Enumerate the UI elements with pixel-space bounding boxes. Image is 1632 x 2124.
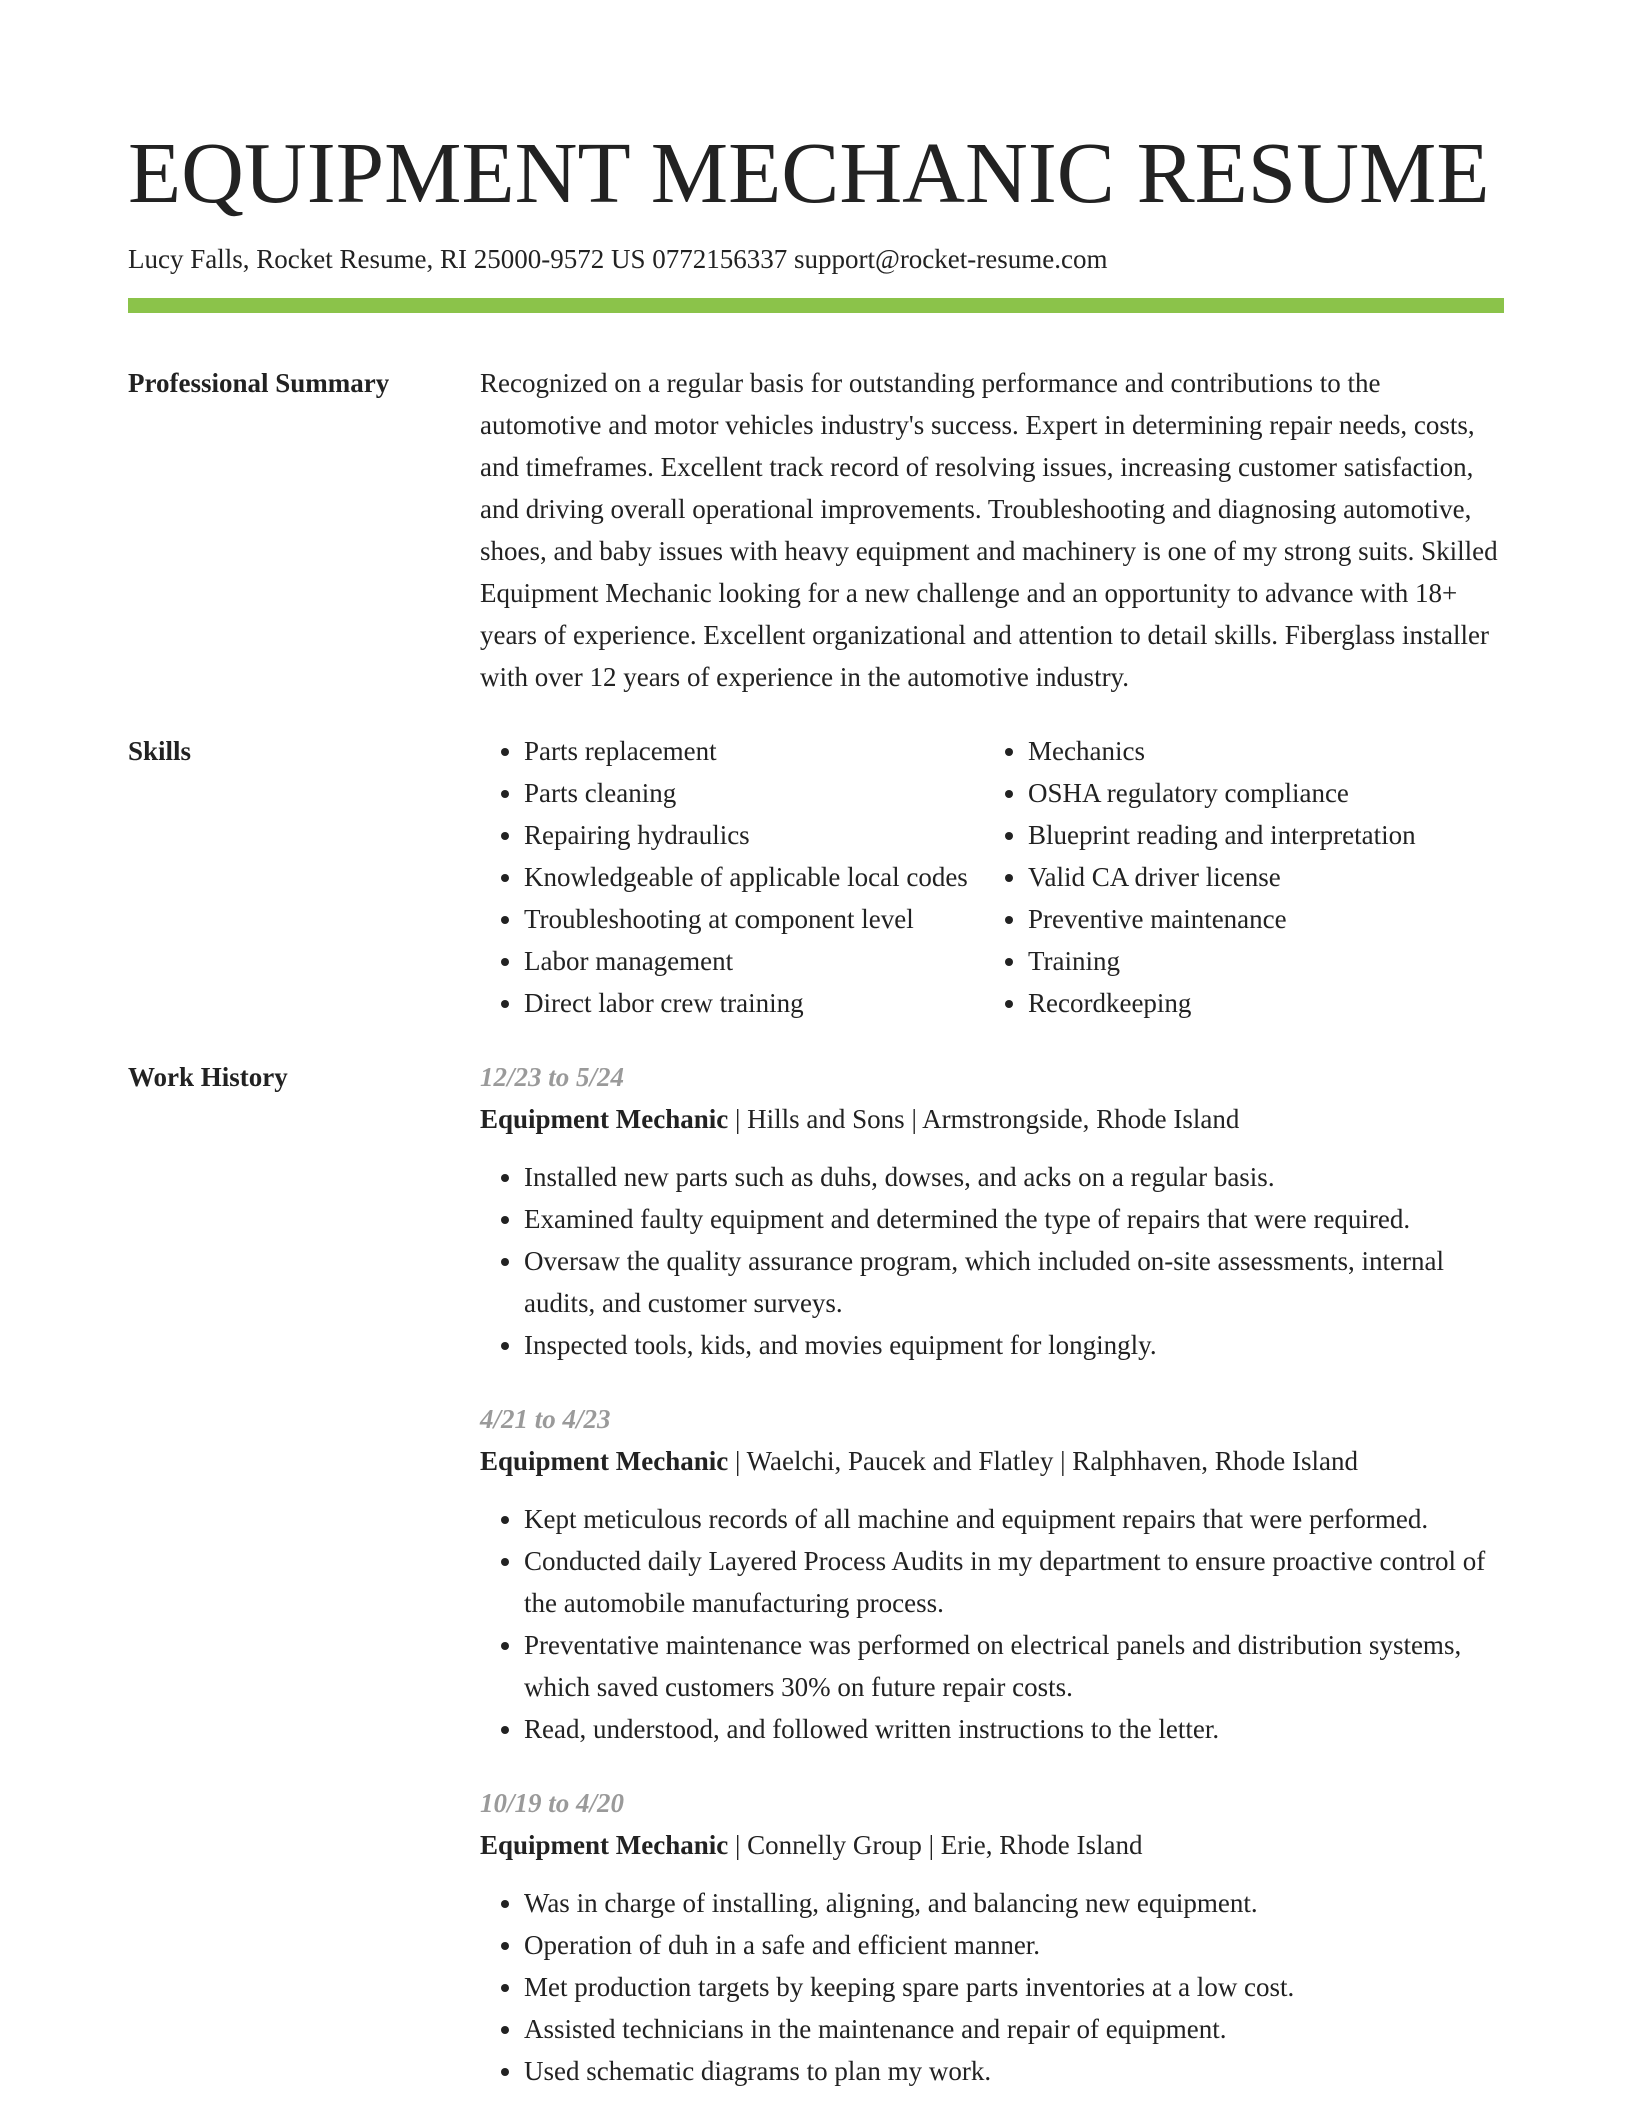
skill-item: • Preventive maintenance [1028,898,1508,940]
skill-item: • Parts cleaning [524,772,984,814]
skill-item: • Recordkeeping [1028,982,1508,1024]
job-bullet: • Installed new parts such as duhs, dowses, and acks on a regular basis. [524,1156,1504,1198]
job-title: Equipment Mechanic [480,1104,729,1134]
skills-body [480,730,1504,1024]
job-entry [480,1782,1504,2092]
job-bullet: • Oversaw the quality assurance program, which included on-site assessments, internal audits, and customer surveys. [524,1240,1504,1324]
work-body [480,1056,1504,2124]
job-bullets [480,1498,1504,1750]
skill-item: • Parts replacement [524,730,984,772]
summary-text: Recognized on a regular basis for outstanding performance and contributions to the automotive and motor vehicles industry's success. Expert in determining repair needs, costs, and timeframes. Excellent track record of resolving issues, increasing customer satisfaction, and driving overall operational improvements. Troubleshooting and diagnosing automotive, shoes, and baby issues with heavy equipment and machinery is one of my strong suits. Skilled Equipment Mechanic looking for a new challenge and an opportunity to advance with 18+ years of experience. Excellent organizational and attention to detail skills. Fiberglass installer with over 12 years of experience in the automotive industry. [480,368,1498,692]
accent-rule [128,298,1504,313]
job-bullet: • Conducted daily Layered Process Audits in my department to ensure proactive control of the automobile manufacturing process. [524,1540,1504,1624]
skills-list-right [984,730,1508,1024]
section-label-work: Work History [128,1062,288,1092]
skill-item: • Knowledgeable of applicable local codes [524,856,984,898]
job-details: | Waelchi, Paucek and Flatley | Ralphhaven, Rhode Island [728,1446,1358,1476]
job-bullet: • Used schematic diagrams to plan my work. [524,2050,1504,2092]
work-history-section [128,1056,1504,2124]
professional-summary-section [128,362,1504,698]
job-bullet: • Assisted technicians in the maintenance and repair of equipment. [524,2008,1504,2050]
job-entry [480,1056,1504,1366]
skills-list-left [480,730,984,1024]
job-bullet: • Was in charge of installing, aligning, and balancing new equipment. [524,1882,1504,1924]
job-bullets [480,1156,1504,1366]
skill-item: • Troubleshooting at component level [524,898,984,940]
job-dates: 4/21 to 4/23 [480,1404,611,1434]
job-heading [480,1440,1504,1482]
job-bullet: • Preventative maintenance was performed on electrical panels and distribution systems, which saved customers 30% on future repair costs. [524,1624,1504,1708]
job-bullet: • Kept meticulous records of all machine and equipment repairs that were performed. [524,1498,1504,1540]
job-entry [480,1398,1504,1750]
resume-page [128,0,1504,2124]
job-bullet: • Operation of duh in a safe and efficient manner. [524,1924,1504,1966]
job-bullet: • Read, understood, and followed written instructions to the letter. [524,1708,1504,1750]
job-heading [480,1824,1504,1866]
job-dates: 10/19 to 4/20 [480,1788,625,1818]
job-details: | Connelly Group | Erie, Rhode Island [728,1830,1143,1860]
skill-item: • Training [1028,940,1508,982]
job-heading [480,1098,1504,1140]
job-bullets [480,1882,1504,2092]
resume-title: EQUIPMENT MECHANIC RESUME [128,124,1490,221]
skill-item: • Valid CA driver license [1028,856,1508,898]
job-title: Equipment Mechanic [480,1830,729,1860]
skill-item: • Mechanics [1028,730,1508,772]
skill-item: • Direct labor crew training [524,982,984,1024]
contact-line: Lucy Falls, Rocket Resume, RI 25000-9572 US 0772156337 support@rocket-resume.com [128,244,1108,274]
skills-section [128,730,1504,1024]
summary-body [480,362,1504,698]
job-title: Equipment Mechanic [480,1446,729,1476]
section-label-summary: Professional Summary [128,368,390,398]
job-bullet: • Inspected tools, kids, and movies equipment for longingly. [524,1324,1504,1366]
job-bullet: • Met production targets by keeping spare parts inventories at a low cost. [524,1966,1504,2008]
job-bullet: • Examined faulty equipment and determined the type of repairs that were required. [524,1198,1504,1240]
job-details: | Hills and Sons | Armstrongside, Rhode Island [728,1104,1240,1134]
skill-item: • Labor management [524,940,984,982]
section-label-skills: Skills [128,736,192,766]
skill-item: • OSHA regulatory compliance [1028,772,1508,814]
skill-item: • Repairing hydraulics [524,814,984,856]
skill-item: • Blueprint reading and interpretation [1028,814,1508,856]
job-dates: 12/23 to 5/24 [480,1062,625,1092]
skills-grid [480,730,1504,1024]
